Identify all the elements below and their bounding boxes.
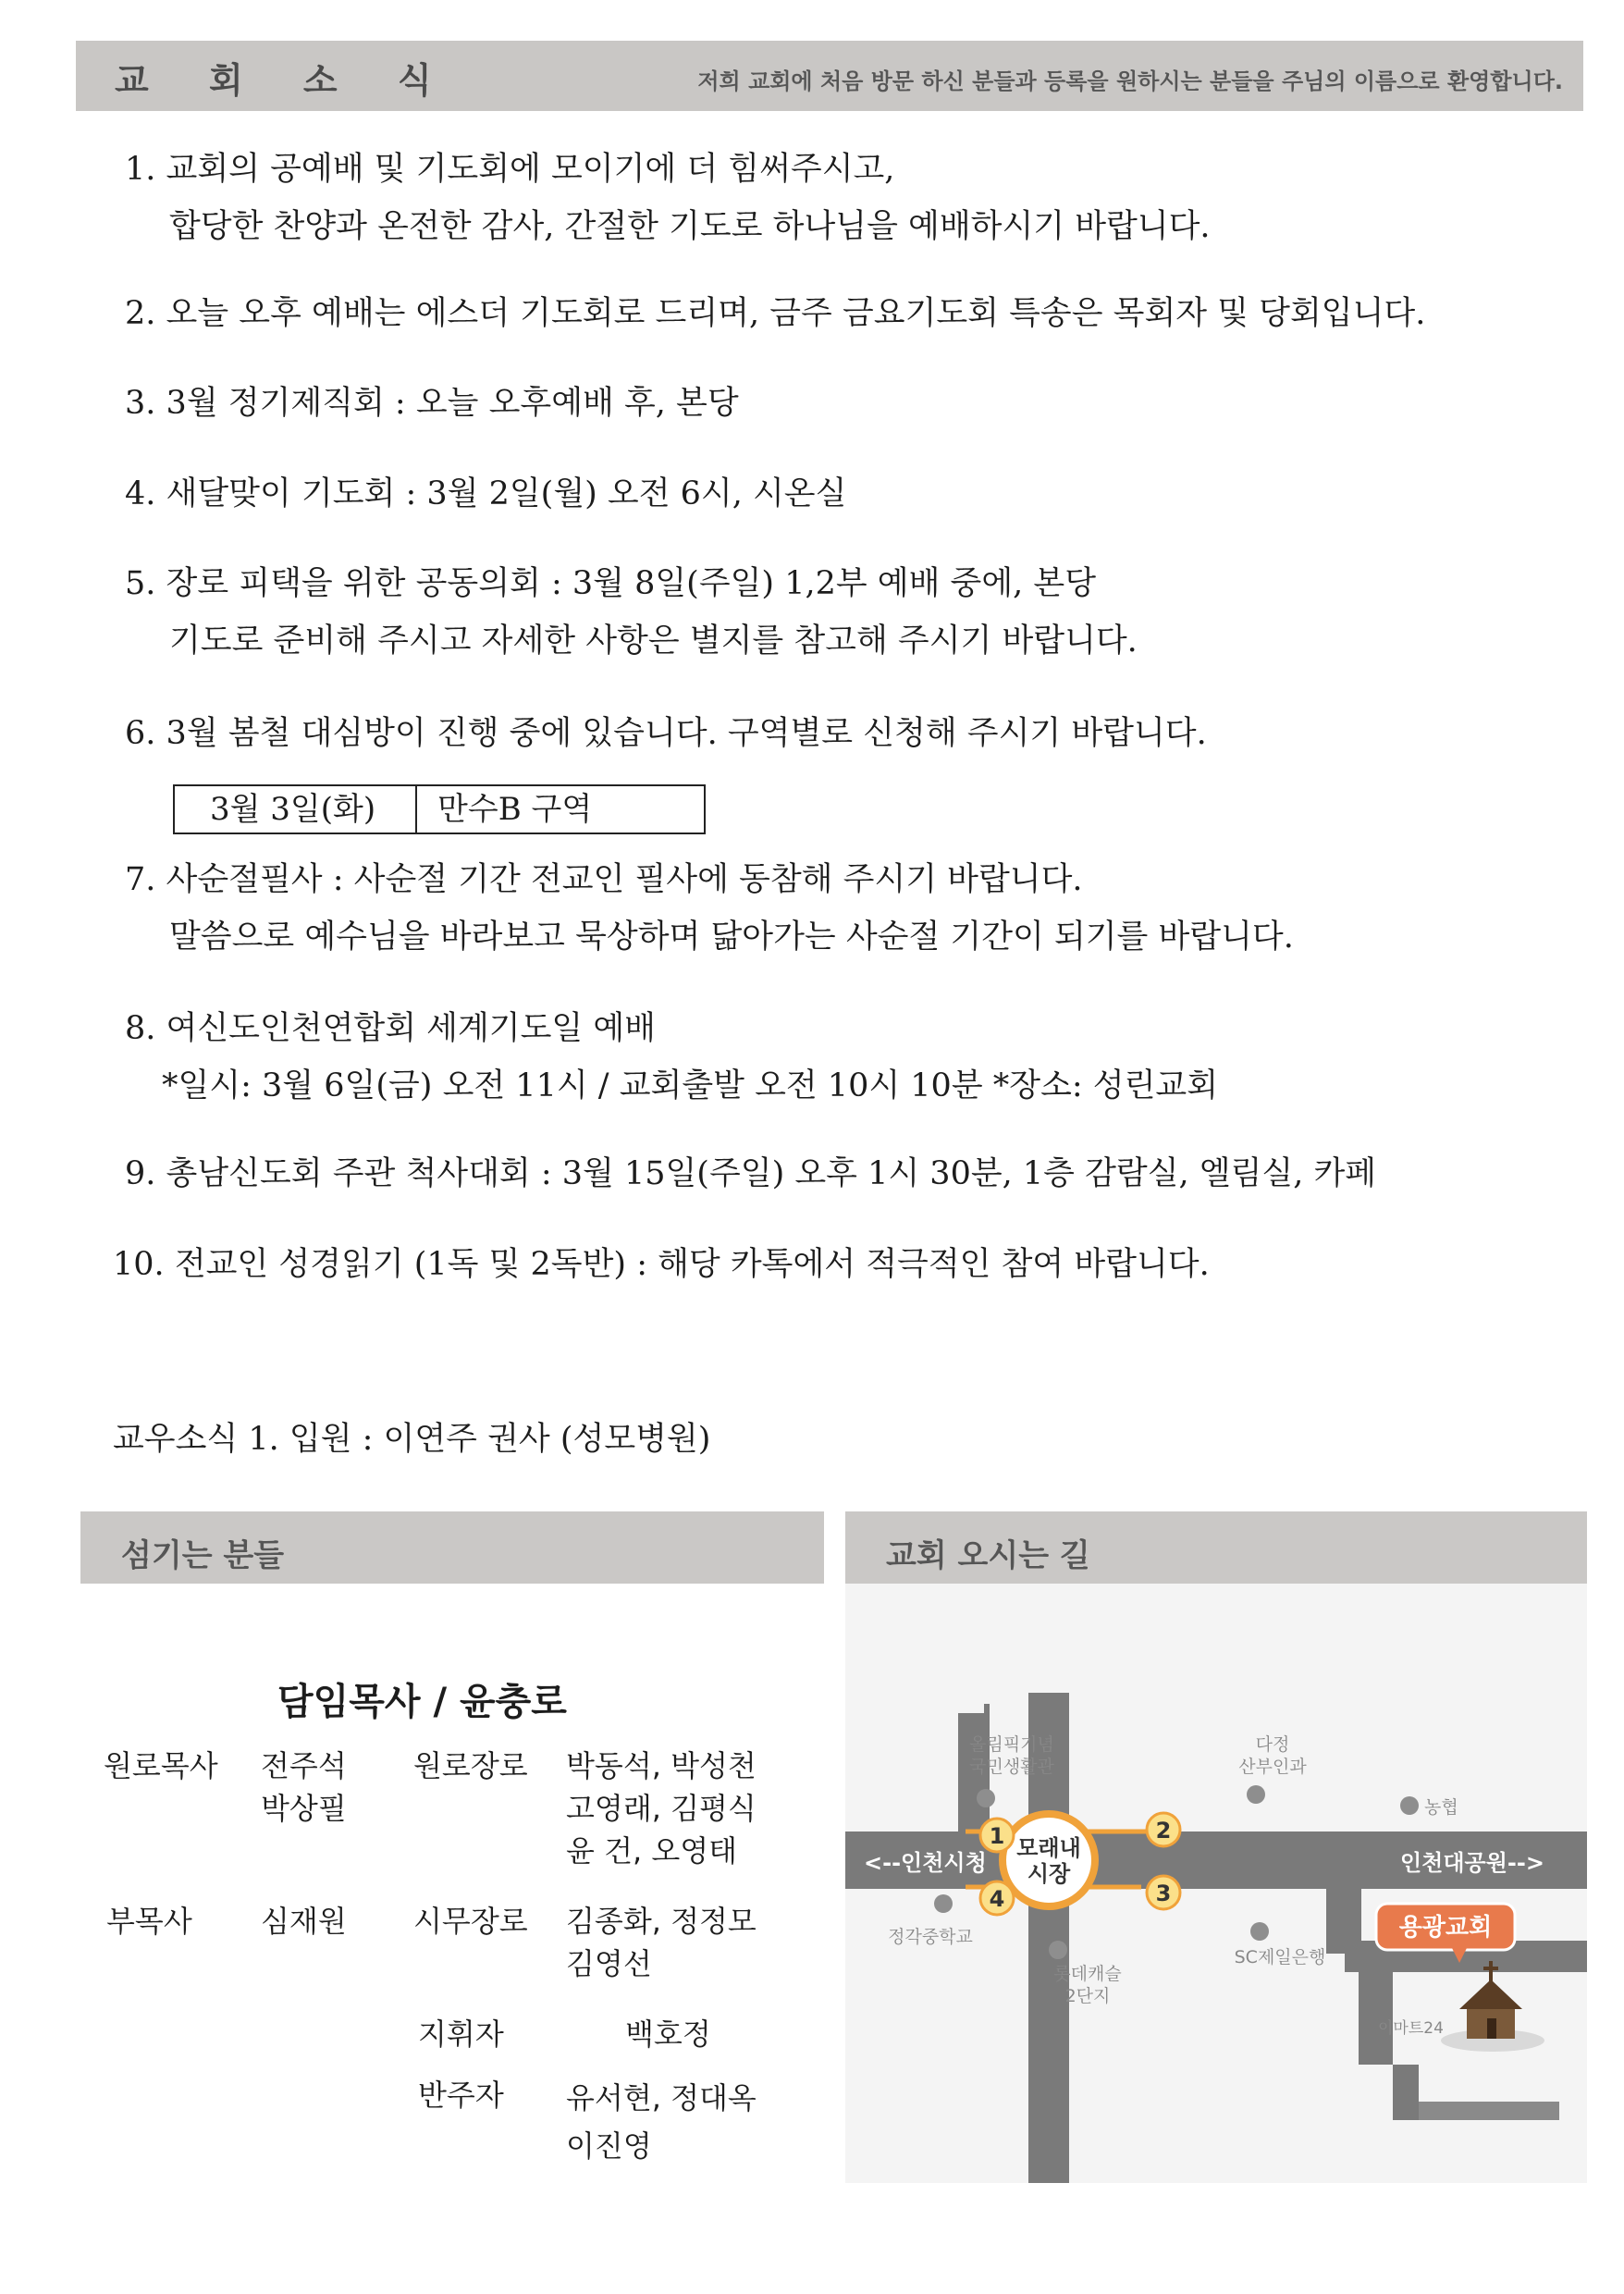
- item-line: 새달맞이 기도회 : 3월 2일(월) 오전 6시, 시온실: [166, 475, 847, 512]
- visit-date-cell: 3월 3일(화): [175, 786, 417, 832]
- clinic-label-2: 산부인과: [1238, 1757, 1307, 1777]
- servants-header: [80, 1511, 824, 1584]
- role-names: 박동석, 박성천 고영래, 김평식 윤 건, 오영태: [566, 1748, 757, 1868]
- item-line: *일시: 3월 6일(금) 오전 11시 / 교회출발 오전 10시 10분 *장소: 성린교회: [162, 1067, 1219, 1104]
- item-line: 총남신도회 주관 척사대회 : 3월 15일(주일) 오후 1시 30분, 1층 감람실, 엘림실, 카페: [166, 1155, 1377, 1192]
- news-item-5: [125, 555, 1138, 670]
- bank-label: SC제일은행: [1234, 1947, 1326, 1967]
- emart-label: 이마트24: [1378, 2019, 1444, 2038]
- item-line: 말씀으로 예수님을 바라보고 묵상하며 닮아가는 사순절 기간이 되기를 바랍니다.: [169, 919, 1294, 956]
- role-names: 김종화, 정정모 김영선: [566, 1904, 757, 1981]
- item-number: 5.: [125, 565, 156, 602]
- role-label: 지휘자: [418, 2016, 504, 2052]
- news-item-1: [125, 141, 1211, 255]
- svg-text:2: 2: [1155, 1818, 1172, 1844]
- item-line: 3월 정기제직회 : 오늘 오후예배 후, 본당: [166, 385, 739, 422]
- olympic-dot: [977, 1789, 995, 1807]
- news-item-3: [125, 375, 739, 432]
- visit-schedule-table: [173, 784, 706, 834]
- news-title: 교 회 소 식: [115, 60, 456, 101]
- item-number: 8.: [125, 1010, 156, 1047]
- role-names: 유서현, 정대옥 이진영: [566, 2080, 757, 2164]
- west-direction-label: <--인천시청: [864, 1850, 987, 1876]
- school-label: 정각중학교: [888, 1927, 973, 1947]
- item-number: 6.: [125, 715, 156, 752]
- role-label: 부목사: [106, 1904, 192, 1939]
- bank-dot: [1250, 1922, 1269, 1941]
- item-line: 3월 봄철 대심방이 진행 중에 있습니다. 구역별로 신청해 주시기 바랍니다.: [166, 715, 1207, 752]
- clinic-label-1: 다정: [1255, 1734, 1290, 1755]
- lotte-dot: [1049, 1941, 1067, 1959]
- svg-text:3: 3: [1155, 1881, 1172, 1906]
- road-side-2: [1359, 1972, 1393, 2065]
- market-label-1: 모래내: [1016, 1835, 1081, 1861]
- item-number: 10.: [113, 1246, 165, 1283]
- item-line: 장로 피택을 위한 공동의회 : 3월 8일(주일) 1,2부 예배 중에, 본당: [166, 565, 1097, 602]
- nonghyup-label: 농협: [1424, 1797, 1458, 1818]
- item-number: 4.: [125, 475, 156, 512]
- role-label: 시무장로: [413, 1904, 528, 1939]
- item-line: 사순절필사 : 사순절 기간 전교인 필사에 동참해 주시기 바랍니다.: [166, 861, 1083, 898]
- svg-text:4: 4: [989, 1886, 1005, 1912]
- role-names: 심재원: [261, 1904, 347, 1939]
- item-line: 전교인 성경읽기 (1독 및 2독반) : 해당 카톡에서 적극적인 참여 바랍니다.: [174, 1246, 1210, 1283]
- item-number: 1.: [125, 151, 156, 188]
- news-item-9: [125, 1145, 1376, 1202]
- olympic-label-1: 올림픽기념: [969, 1734, 1054, 1755]
- member-news: 교우소식 1. 입원 : 이연주 권사 (성모병원): [113, 1421, 711, 1458]
- east-direction-label: 인천대공원-->: [1400, 1850, 1544, 1876]
- exit-3-badge: [1147, 1876, 1180, 1909]
- item-number: 7.: [125, 861, 156, 898]
- school-dot: [934, 1894, 953, 1913]
- clinic-dot: [1247, 1785, 1265, 1804]
- directions-map: [845, 1584, 1587, 2183]
- olympic-label-2: 국민생활관: [969, 1757, 1054, 1777]
- news-item-10: [113, 1236, 1210, 1293]
- news-item-8: [125, 1000, 1218, 1115]
- directions-title: 교회 오시는 길: [886, 1537, 1090, 1574]
- directions-header: [845, 1511, 1587, 1584]
- exit-1-badge: [980, 1819, 1014, 1852]
- item-line: 오늘 오후 예배는 에스더 기도회로 드리며, 금주 금요기도회 특송은 목회자 및 당회입니다.: [166, 295, 1426, 332]
- market-label-2: 시장: [1027, 1861, 1071, 1887]
- church-label: 용광교회: [1398, 1914, 1493, 1942]
- item-number: 9.: [125, 1155, 156, 1192]
- news-item-6: [125, 705, 1207, 762]
- road-right-corner: [1393, 2065, 1419, 2120]
- item-line: 여신도인천연합회 세계기도일 예배: [166, 1010, 656, 1047]
- exit-2-badge: [1147, 1813, 1180, 1846]
- item-line: 기도로 준비해 주시고 자세한 사항은 별지를 참고해 주시기 바랍니다.: [169, 623, 1138, 660]
- news-item-2: [125, 285, 1425, 342]
- senior-pastor: 담임목사 / 윤충로: [277, 1681, 567, 1723]
- church-icon: [1441, 1961, 1544, 2052]
- item-number: 3.: [125, 385, 156, 422]
- exit-4-badge: [980, 1881, 1014, 1915]
- lotte-label-1: 롯데캐슬: [1053, 1964, 1122, 1984]
- item-number: 2.: [125, 295, 156, 332]
- role-names: 백호정: [625, 2016, 711, 2052]
- role-label: 반주자: [418, 2078, 504, 2113]
- role-label: 원로장로: [413, 1748, 528, 1783]
- item-line: 교회의 공예배 및 기도회에 모이기에 더 힘써주시고,: [166, 151, 895, 188]
- news-item-7: [125, 851, 1294, 966]
- news-item-4: [125, 465, 846, 523]
- lotte-label-2: 2단지: [1064, 1986, 1111, 2006]
- nonghyup-dot: [1400, 1796, 1419, 1815]
- news-header: [76, 41, 1583, 111]
- visit-district-cell: 만수B 구역: [437, 791, 593, 828]
- welcome-message: 저희 교회에 처음 방문 하신 분들과 등록을 원하시는 분들을 주님의 이름으로 환영합니다.: [697, 68, 1563, 94]
- item-line: 합당한 찬양과 온전한 감사, 간절한 기도로 하나님을 예배하시기 바랍니다.: [169, 208, 1211, 245]
- role-label: 원로목사: [104, 1748, 218, 1783]
- svg-text:1: 1: [989, 1823, 1005, 1849]
- servants-title: 섬기는 분들: [121, 1537, 285, 1574]
- role-names: 전주석 박상필: [261, 1748, 347, 1826]
